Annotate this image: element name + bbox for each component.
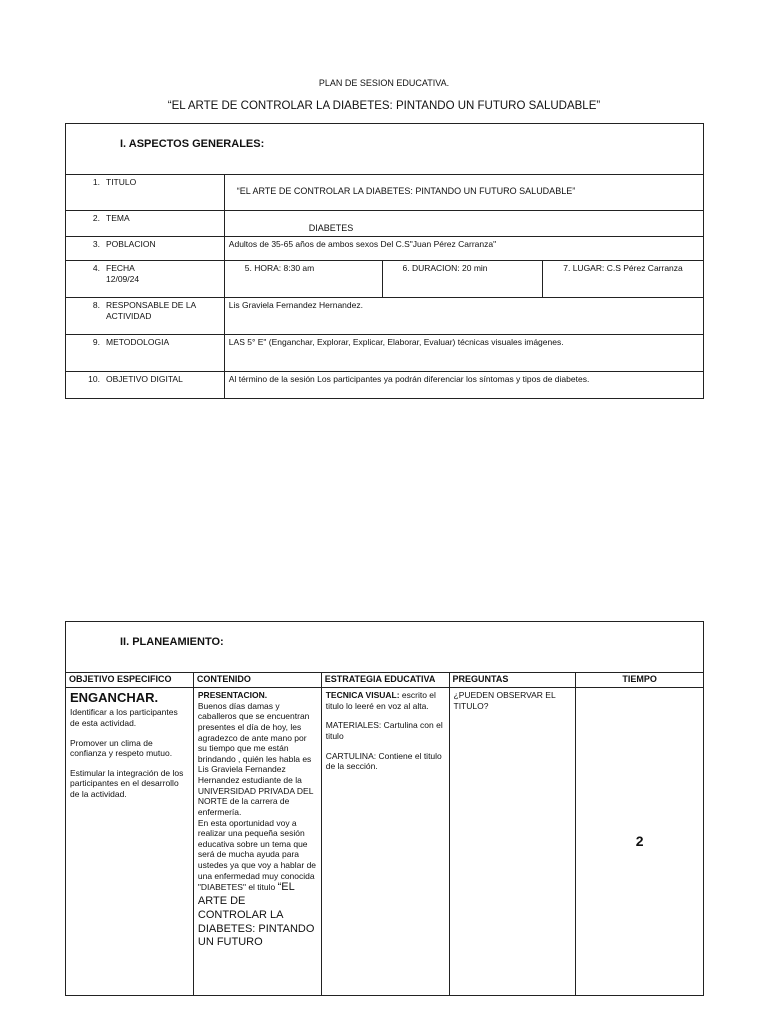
col-tiempo: TIEMPO (576, 673, 704, 688)
objetivo-item: Estimular la integración de los participantes en el desarrollo de la actividad. (70, 767, 184, 799)
tiempo-cell: 2 (576, 688, 704, 996)
tema-value: DIABETES (224, 211, 703, 237)
planning-table (65, 621, 704, 996)
estrategia-cell (321, 688, 449, 996)
estrategia-text: escrito el titulo lo leeré en voz al alta. (325, 690, 436, 711)
table-row (66, 261, 704, 298)
duracion-value: 6. DURACION: 20 min (382, 261, 543, 298)
table-row (66, 298, 704, 335)
materiales-text: MATERIALES: Cartulina con el titulo (325, 720, 443, 741)
row-label: 8. RESPONSABLE DE LA ACTIVIDAD (66, 298, 225, 335)
general-heading: I. ASPECTOS GENERALES: (120, 138, 265, 150)
row-label: 10. OBJETIVO DIGITAL (66, 372, 225, 399)
col-estrategia: ESTRATEGIA EDUCATIVA (321, 673, 449, 688)
objetivo-title: ENGANCHAR. (70, 690, 159, 705)
col-objetivo: OBJETIVO ESPECIFICO (66, 673, 194, 688)
row-label: 2. TEMA (66, 211, 225, 237)
responsable-value: Lis Graviela Fernandez Hernandez. (224, 298, 703, 335)
contenido-title: PRESENTACION. (197, 690, 268, 700)
objetivo-item: Promover un clima de confianza y respeto mutuo. (70, 737, 173, 759)
objetivo-item: Identificar a los participantes de esta actividad. (70, 707, 178, 728)
metodologia-value: LAS 5° E" (Enganchar, Explorar, Explicar, Elaborar, Evaluar) técnicas visuales imágenes. (224, 335, 703, 372)
table-row (66, 688, 704, 996)
row-label: 4. FECHA 12/09/24 (66, 261, 225, 298)
hora-value: 5. HORA: 8:30 am (224, 261, 382, 298)
poblacion-value: Adultos de 35-65 años de ambos sexos Del C.S"Juan Pérez Carranza" (224, 237, 703, 261)
table-row (66, 211, 704, 237)
cartulina-text: CARTULINA: Contiene el titulo de la sección. (325, 750, 442, 772)
document-subtitle: “EL ARTE DE CONTROLAR LA DIABETES: PINTANDO UN FUTURO SALUDABLE” (167, 100, 601, 112)
general-header (66, 124, 704, 175)
contenido-quote: “EL ARTE DE CONTROLAR LA DIABETES: PINTANDO UN FUTURO (197, 881, 315, 949)
col-preguntas: PREGUNTAS (449, 673, 576, 688)
lugar-value: 7. LUGAR: C.S Pérez Carranza (543, 261, 704, 298)
titulo-value: “EL ARTE DE CONTROLAR LA DIABETES: PINTANDO UN FUTURO SALUDABLE” (224, 175, 703, 211)
plan-heading: II. PLANEAMIENTO: (120, 636, 224, 648)
preguntas-cell: ¿PUEDEN OBSERVAR EL TITULO? (449, 688, 576, 996)
table-row (66, 335, 704, 372)
column-headers (66, 673, 704, 688)
general-aspects-table (65, 123, 704, 399)
objetivo-digital-value: Al término de la sesión Los participantes ya podrán diferenciar los síntomas y tipos de diabetes. (224, 372, 703, 399)
row-label: 3. POBLACION (66, 237, 225, 261)
document-title: PLAN DE SESION EDUCATIVA. (318, 78, 450, 88)
objetivo-cell (66, 688, 194, 996)
contenido-paragraph: En esta oportunidad voy a realizar una pequeña sesión educativa sobre un tema que será de mucha ayuda para ustedes ya que voy a hablar de una enfermedad muy conocida "DIABETES" el titulo (197, 817, 317, 893)
table-row (66, 237, 704, 261)
row-label: 1. TITULO (66, 175, 225, 211)
row-label: 9. METODOLOGIA (66, 335, 225, 372)
contenido-cell (193, 688, 321, 996)
table-row (66, 372, 704, 399)
estrategia-label: TECNICA VISUAL: (325, 690, 400, 700)
table-row (66, 175, 704, 211)
contenido-paragraph: Buenos días damas y caballeros que se encuentran presentes el día de hoy, les agradezco de ante mano por su tiempo que me están brindando , quién les habla es Lis Graviela Fernandez Hernandez estudiante de la UNIVERSIDAD PRIVADA DEL NORTE de la carrera de enfermería. (197, 700, 314, 817)
col-contenido: CONTENIDO (193, 673, 321, 688)
plan-header (66, 622, 704, 673)
